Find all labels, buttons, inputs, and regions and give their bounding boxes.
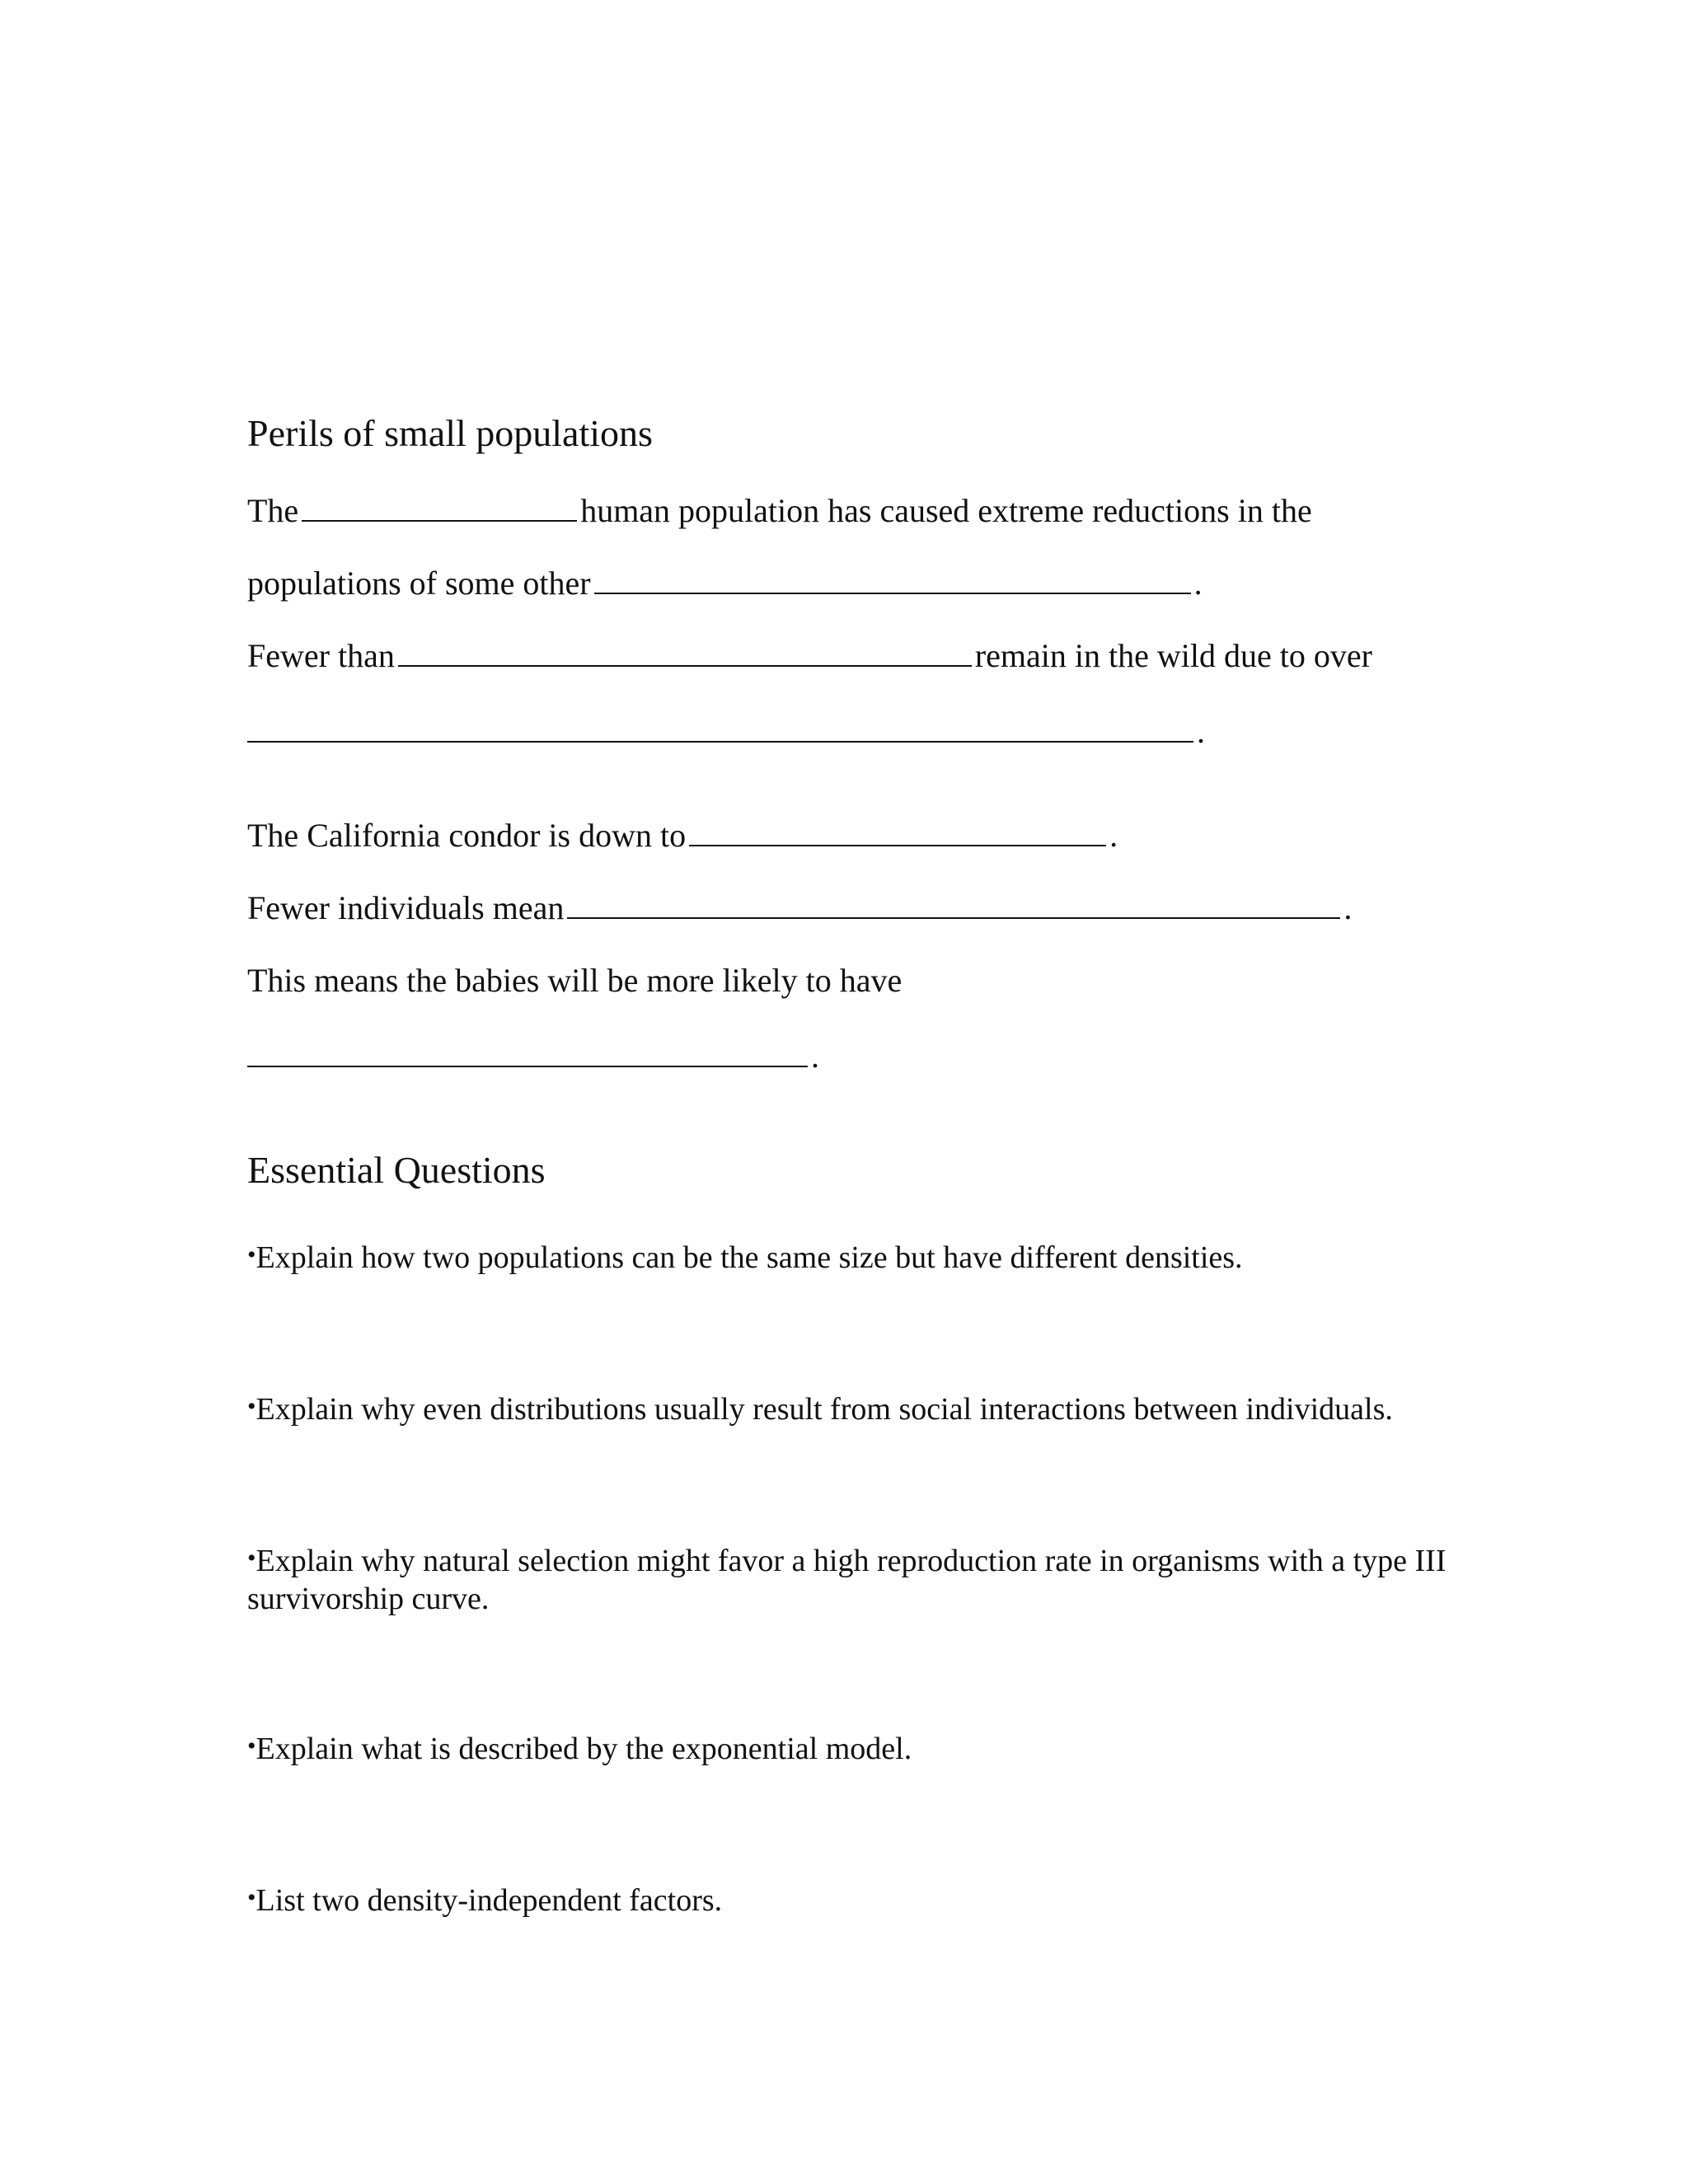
blank-field-7[interactable] <box>247 1038 808 1067</box>
fill-line-1 <box>247 491 1312 531</box>
bullet-icon: • <box>247 1544 256 1572</box>
question-text: Explain why natural selection might favor a high reproduction rate in organisms with a type III survivorship curve. <box>247 1544 1447 1616</box>
blank-field-4[interactable] <box>247 713 1193 743</box>
blank-field-2[interactable] <box>594 565 1191 594</box>
text: This means the babies will be more likely to have <box>247 962 903 999</box>
blank-field-5[interactable] <box>689 817 1106 846</box>
fill-line-8 <box>247 1037 819 1076</box>
blank-field-6[interactable] <box>567 889 1340 919</box>
bullet-icon: • <box>247 1884 256 1911</box>
blank-field-3[interactable] <box>398 637 972 667</box>
question-3 <box>247 1540 1451 1618</box>
blank-field-1[interactable] <box>302 492 577 522</box>
question-5 <box>247 1879 1451 1919</box>
question-text: Explain why even distributions usually result from social interactions between individuals. <box>256 1392 1393 1427</box>
fill-line-7 <box>247 961 902 1001</box>
question-text: Explain what is described by the exponential model. <box>256 1732 912 1766</box>
bullet-icon: • <box>247 1393 256 1420</box>
fill-line-5 <box>247 816 1118 855</box>
text: Fewer than <box>247 637 395 674</box>
text: human population has caused extreme reductions in the <box>580 492 1312 529</box>
fill-line-3 <box>247 636 1372 676</box>
bullet-icon: • <box>247 1241 256 1268</box>
question-4 <box>247 1727 1451 1768</box>
text: remain in the wild due to over <box>974 637 1372 674</box>
question-text: Explain how two populations can be the same size but have different densities. <box>256 1240 1243 1275</box>
text: The California condor is down to <box>247 817 687 854</box>
section-heading-perils: Perils of small populations <box>247 412 653 454</box>
fill-line-6 <box>247 888 1352 928</box>
period: . <box>811 1038 819 1075</box>
fill-line-2 <box>247 564 1203 603</box>
question-1 <box>247 1236 1451 1277</box>
period: . <box>1109 817 1118 854</box>
period: . <box>1343 889 1353 926</box>
period: . <box>1193 565 1203 602</box>
period: . <box>1197 713 1205 750</box>
bullet-icon: • <box>247 1732 256 1760</box>
question-text: List two density-independent factors. <box>256 1883 723 1918</box>
fill-line-4 <box>247 712 1205 752</box>
text: populations of some other <box>247 565 591 602</box>
section-heading-essential-questions: Essential Questions <box>247 1149 546 1191</box>
text: The <box>247 492 299 529</box>
question-2 <box>247 1388 1451 1428</box>
text: Fewer individuals mean <box>247 889 565 926</box>
